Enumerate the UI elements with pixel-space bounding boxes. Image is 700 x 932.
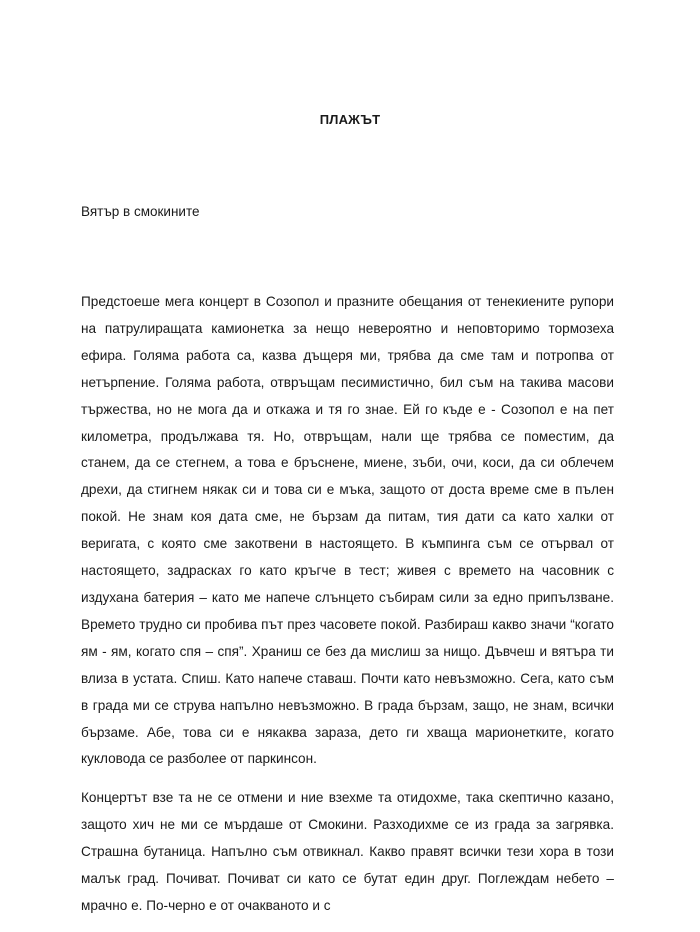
document-body [81,289,614,932]
body-paragraph: Концертът взе та не се отмени и ние взехме та отидохме, така скептично казано, защото хич не ми се мърдаше от Смокини. Разходихме се из града за загрявка. Страшна бутаница. Напълно съм отвикнал. Какво правят всички тези хора в този малък град. Почиват. Почиват си като се бутат един друг. Поглеждам небето – мрачно е. По-черно е от очакваното и с [81,790,614,913]
document-subtitle: Вятър в смокините [81,204,200,219]
body-paragraph: Предстоеше мега концерт в Созопол и празните обещания от тенекиените рупори на патрулиращата камионетка за нещо невероятно и неповторимо тормозеха ефира. Голяма работа са, казва дъщеря ми, трябва да сме там и потропва от нетърпение. Голяма работа, отвръщам песимистично, бил съм на такива масови тържества, но не мога да и откажа и тя го знае. Ей го къде е - Созопол е на пет километра, продължава тя. Но, отвръщам, нали ще трябва се поместим, да станем, да се стегнем, а това е бръснене, миене, зъби, очи, коси, да си облечем дрехи, да стигнем някак си и това си е мъка, защото от доста време сме в пълен покой. Не знам коя дата сме, не бързам да питам, тия дати са като халки от веригата, с която сме закотвени в настоящето. В къмпинга съм се отървал от настоящето, задрасках го като кръгче в тест; живея с времето на часовник с издухана батерия – като ме напече слънцето събирам сили за едно припълзване. Времето трудно си пробива път през часовете покой. Разбираш какво значи “когато ям - ям, когато спя – спя”. Храниш се без да мислиш за нищо. Дъвчеш и вятъра ти влиза в устата. Спиш. Като напече ставаш. Почти като невъзможно. Сега, като съм в града ми се струва напълно невъзможно. В града бързам, защо, не знам, всички бързаме. Абе, това си е някаква зараза, дето ги хваща марионетките, когато кукловода се разболее от паркинсон. [81,294,614,767]
document-title: ПЛАЖЪТ [319,112,381,127]
